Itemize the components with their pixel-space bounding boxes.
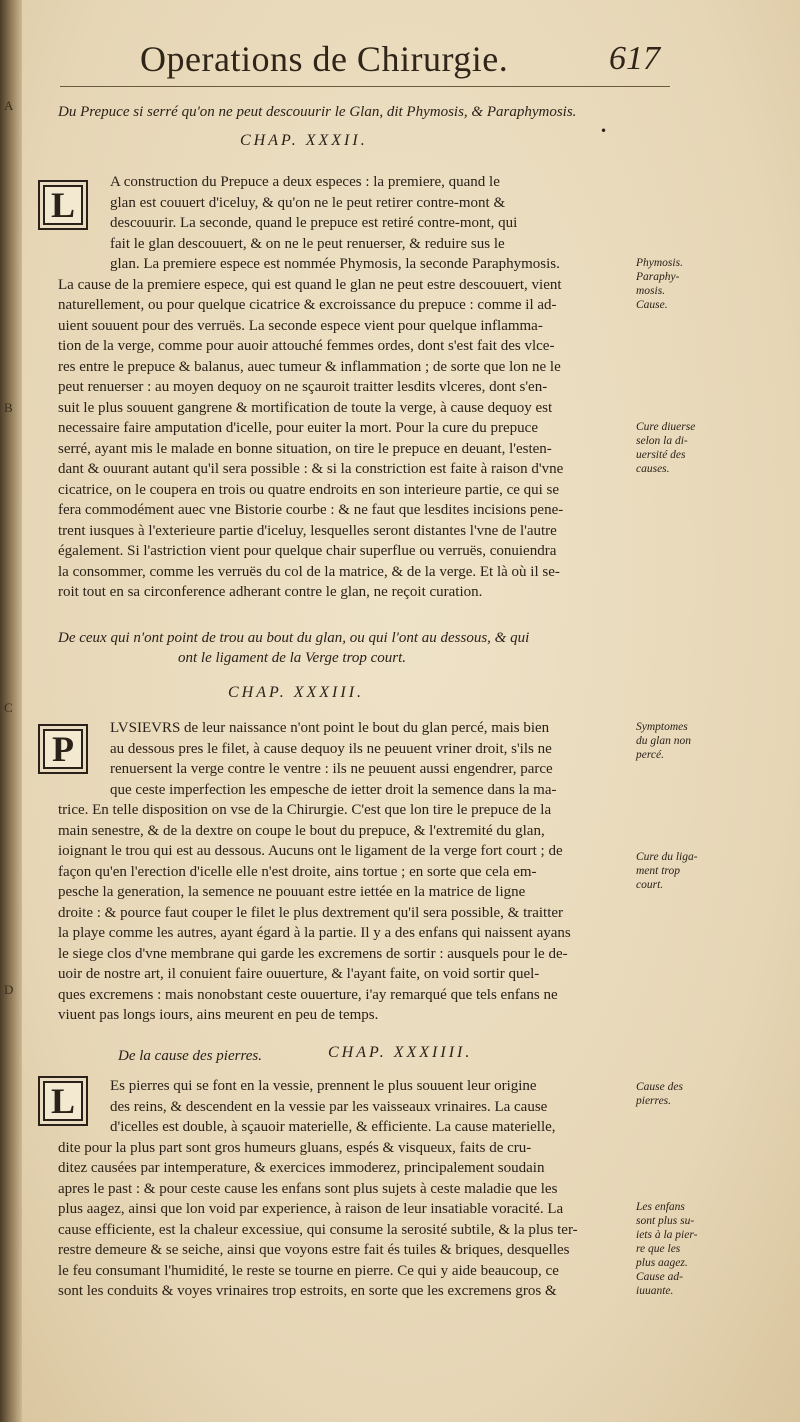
text-line: façon qu'en l'erection d'icelle elle n'est droite, ains tortue ; en sorte que cela em- — [58, 863, 537, 880]
text-line: fera commodément auec vne Bistorie courbe : & ne faut que lesdites incisions pene- — [58, 502, 564, 518]
section-1-body — [58, 172, 626, 603]
margin-note — [636, 1200, 726, 1298]
text-line: res entre le prepuce & balanus, auec tumeur & inflammation ; de sorte que lon ne le — [58, 358, 561, 375]
text-line: restre demeure & se seiche, ainsi que voyons estre fait és tuiles & briques, desquelles — [58, 1242, 570, 1258]
page-header — [140, 38, 660, 88]
margin-note-line: iuuante. — [636, 1285, 674, 1297]
section-2-title-line: De ceux qui n'ont point de trou au bout du glan, ou qui l'ont au dessous, & qui — [58, 630, 530, 646]
text-line: naturellement, ou pour quelque cicatrice & excroissance du prepuce : comme il ad- — [58, 297, 557, 313]
section-3-title — [118, 1046, 318, 1066]
text-line: plus aagez, ainsi que lon void par experience, à raison de leur insatiable voracité. La — [58, 1201, 564, 1217]
margin-note-line: selon la di- — [636, 435, 688, 447]
section-1-title — [58, 102, 658, 122]
text-line: pesche la generation, la semence ne pouuant estre iettée en la matrice de ligne — [58, 884, 526, 900]
text-line: suit le plus souuent gangrene & mortification de toute la verge, à cause dequoy est — [58, 399, 553, 416]
section-2-title — [58, 628, 658, 668]
text-line: uoir de nostre art, il conuient faire ouuerture, & l'ayant faite, on void sortir quel- — [58, 966, 540, 982]
section-3-body — [58, 1076, 626, 1302]
text-line: au dessous pres le filet, à cause dequoy ils ne peuuent vriner droit, s'ils ne — [110, 740, 552, 757]
text-line: que ceste imperfection les empesche de ietter droit la semence dans la ma- — [110, 781, 557, 798]
ink-mark: • — [600, 124, 608, 138]
margin-note-line: Les enfans — [636, 1201, 685, 1213]
text-line: A construction du Prepuce a deux especes : la premiere, quand le — [110, 174, 500, 190]
text-line: serré, ayant mis le malade en bonne situation, on tire le prepuce en deuant, l'esten- — [58, 440, 552, 457]
margin-note-line: du glan non — [636, 735, 691, 747]
text-line: apres le past : & pour ceste cause les enfans sont plus sujets à ceste maladie que les — [58, 1180, 558, 1197]
section-letter-a: A — [4, 98, 14, 113]
margin-note-line: Cure diuerse — [636, 421, 696, 433]
text-line: le feu consumant l'humidité, le reste se tourne en pierre. Ce qui y aide beaucoup, ce — [58, 1262, 559, 1279]
text-line: necessaire faire amputation d'icelle, pour euiter la mort. Pour la cure du prepuce — [58, 420, 538, 436]
text-line: sont les conduits & voyes vrinaires trop estroits, en sorte que les excremens gros & — [58, 1283, 557, 1299]
text-line: roit tout en sa circonference adherant contre le glan, ne reçoit curation. — [58, 584, 483, 600]
page-number: 617 — [609, 40, 660, 77]
text-line: peut renuerser : au moyen dequoy on ne sçauroit traitter lesdits vlceres, dont s'en- — [58, 379, 548, 395]
text-line: Es pierres qui se font en la vessie, prennent le plus souuent leur origine — [110, 1078, 537, 1094]
section-3-dropcap: L — [38, 1076, 88, 1126]
margin-note-line: Phymosis. — [636, 257, 683, 269]
section-3-title-line: De la cause des pierres. — [118, 1048, 262, 1064]
margin-note-line: court. — [636, 879, 664, 891]
margin-note — [636, 256, 726, 312]
margin-note-line: Cause ad- — [636, 1271, 683, 1283]
section-1-title-line: Du Prepuce si serré qu'on ne peut descouurir le Glan, dit Phymosis, & Paraphymosis. — [58, 104, 577, 120]
text-line: glan. La premiere espece est nommée Phymosis, la seconde Paraphymosis. — [110, 256, 560, 272]
margin-note-line: Cause. — [636, 299, 668, 311]
header-rule — [60, 86, 670, 87]
text-line: cause efficiente, est la chaleur excessiue, qui consume la serosité subtile, & la plus ter- — [58, 1221, 578, 1238]
text-line: la consommer, comme les verruës du col de la matrice, & de la verge. Et là où il se- — [58, 563, 560, 580]
text-line: dite pour la plus part sont gros humeurs gluans, espés & visqueux, faits de cru- — [58, 1139, 532, 1156]
text-line: main senestre, & de la dextre on coupe le bout du prepuce, & l'extremité du glan, — [58, 822, 545, 839]
margin-note-line: ment trop — [636, 865, 680, 877]
text-line: trent iusques à l'exterieure partie d'iceluy, lesquelles seront distantes l'vne de l'autre — [58, 522, 557, 539]
margin-note-line: mosis. — [636, 285, 666, 297]
text-line: également. Si l'astriction vient pour quelque chair superflue ou verruës, conuiendra — [58, 543, 557, 559]
margin-note-line: iets à la pier- — [636, 1229, 698, 1241]
text-line: droite : & pource faut couper le filet le plus dextrement qu'il sera possible, & traitter — [58, 904, 564, 921]
text-line: dant & ouurant autant qu'il sera possible : & si la constriction est faite à raison d'vne — [58, 461, 564, 477]
text-line: La cause de la premiere espece, qui est quand le glan ne peut estre descouuert, vient — [58, 276, 562, 293]
section-letter-d: D — [4, 982, 14, 997]
margin-note-line: uersité des — [636, 449, 686, 461]
margin-note-line: percé. — [636, 749, 664, 761]
text-line: tion de la verge, comme pour auoir attouché femmes ordes, dont s'est fait des vlce- — [58, 338, 555, 354]
section-3-chapter: CHAP. XXXIIII. — [328, 1044, 473, 1061]
text-line: LVSIEVRS de leur naissance n'ont point le bout du glan percé, mais bien — [110, 720, 550, 736]
margin-note-line: Paraphy- — [636, 271, 680, 283]
text-line: ditez causées par intemperature, & exercices immoderez, principalement soudain — [58, 1160, 545, 1176]
text-line: ioignant le trou qui est au dessous. Aucuns ont le ligament de la verge fort court ; de — [58, 843, 563, 859]
text-line: la playe comme les autres, ayant égard à la partie. Il y a des enfans qui naissent ayans — [58, 925, 571, 941]
text-line: des reins, & descendent en la vessie par les vaisseaux vrinaires. La cause — [110, 1098, 548, 1115]
margin-note-line: sont plus su- — [636, 1215, 695, 1227]
section-2-dropcap: P — [38, 724, 88, 774]
text-line: viuent pas longs iours, ains meurent en peu de temps. — [58, 1007, 379, 1023]
section-2-body — [58, 718, 626, 1026]
margin-note-line: causes. — [636, 463, 670, 475]
margin-note — [636, 1080, 726, 1108]
section-1-chapter: CHAP. XXXII. — [240, 132, 368, 149]
section-2-title-line: ont le ligament de la Verge trop court. — [178, 650, 407, 666]
text-line: d'icelles est double, à sçauoir materielle, & efficiente. La cause materielle, — [110, 1119, 556, 1135]
margin-note-line: Cure du liga- — [636, 851, 698, 863]
text-line: renuersent la verge contre le ventre : ils ne peuuent aussi engendrer, parce — [110, 761, 553, 777]
text-line: glan est couuert d'iceluy, & qu'on ne le peut retirer contre-mont & — [110, 194, 506, 211]
margin-note-line: pierres. — [636, 1095, 672, 1107]
margin-note-line: re que les — [636, 1243, 681, 1255]
text-line: uient souuent pour des verruës. La seconde espece vient pour quelque inflamma- — [58, 317, 543, 334]
text-line: trice. En telle disposition on vse de la Chirurgie. C'est que lon tire le prepuce de la — [58, 802, 552, 818]
section-1-dropcap: L — [38, 180, 88, 230]
running-title: Operations de Chirurgie. — [140, 39, 509, 79]
margin-note-line: Symptomes — [636, 721, 688, 733]
margin-note — [636, 420, 726, 476]
section-letter-c: C — [4, 700, 13, 715]
text-line: le siege clos d'vne membrane qui garde les excremens de sortir : ausquels pour le de- — [58, 945, 568, 962]
text-line: cicatrice, on le coupera en trois ou quatre endroits en son interieure partie, ce qui se — [58, 481, 560, 498]
text-line: descouurir. La seconde, quand le prepuce est retiré contre-mont, qui — [110, 215, 518, 231]
margin-note-line: Cause des — [636, 1081, 683, 1093]
text-line: fait le glan descouuert, & on ne le peut renuerser, & reduire sus le — [110, 235, 505, 252]
margin-note — [636, 720, 726, 762]
margin-note-line: plus aagez. — [636, 1257, 688, 1269]
section-letter-b: B — [4, 400, 13, 415]
text-line: ques excremens : mais nonobstant ceste ouuerture, i'ay remarqué que tels enfans ne — [58, 986, 558, 1003]
margin-note — [636, 850, 726, 892]
section-2-chapter: CHAP. XXXIII. — [228, 684, 365, 701]
